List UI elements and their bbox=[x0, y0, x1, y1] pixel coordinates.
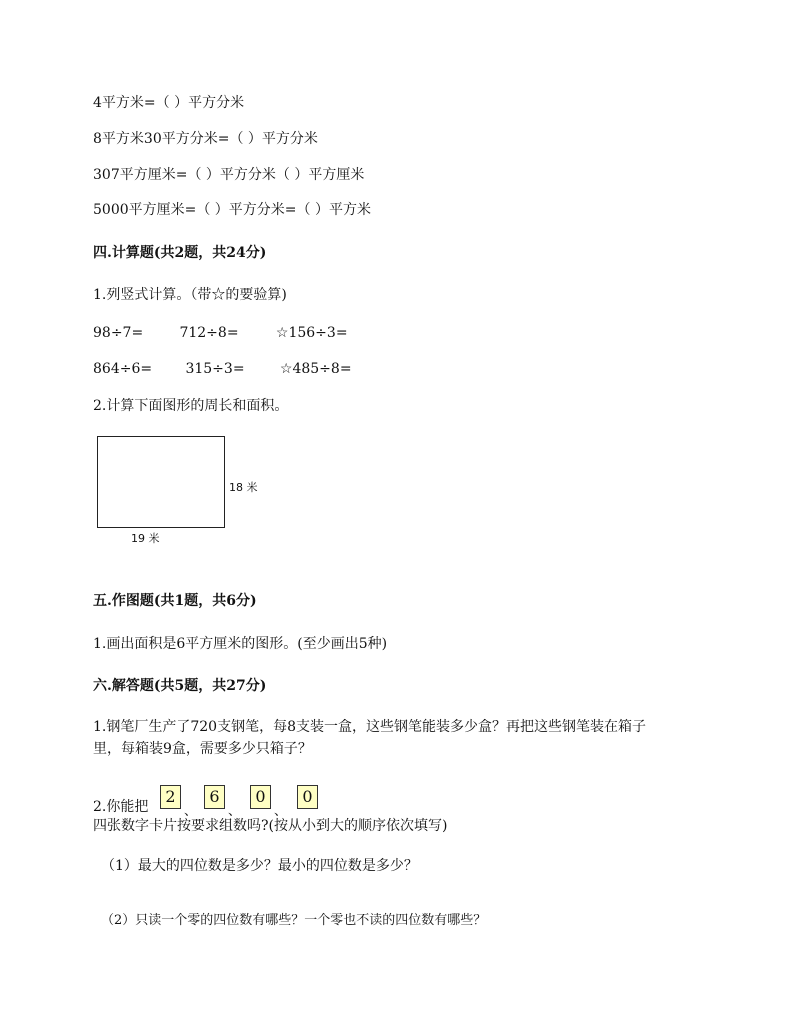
digit-card: 6 bbox=[204, 785, 225, 809]
conversion-2: 8平方米30平方分米=（ ）平方分米 bbox=[93, 131, 318, 147]
card-separator: 、 bbox=[274, 804, 288, 819]
rect-side-label: 18 米 bbox=[229, 481, 258, 494]
calc-item: 98÷7= bbox=[93, 325, 144, 341]
section5-q1: 1.画出面积是6平方厘米的图形。(至少画出5种) bbox=[93, 636, 388, 652]
section6-q2-line2: 四张数字卡片按要求组数吗?(按从小到大的顺序依次填写) bbox=[93, 818, 448, 834]
section4-q1: 1.列竖式计算。（带☆的要验算) bbox=[93, 287, 287, 303]
conversion-3: 307平方厘米=（ ）平方分米（ ）平方厘米 bbox=[93, 167, 365, 183]
section4-heading: 四.计算题(共2题，共24分) bbox=[93, 245, 267, 261]
section6-q1-line1: 1.钢笔厂生产了720支钢笔，每8支装一盒，这些钢笔能装多少盒？再把这些钢笔装在箱子 bbox=[93, 719, 646, 735]
rect-bottom-label: 19 米 bbox=[131, 532, 160, 545]
section4-q2: 2.计算下面图形的周长和面积。 bbox=[93, 398, 289, 414]
section6-heading: 六.解答题(共5题，共27分) bbox=[93, 678, 267, 694]
digit-card: 0 bbox=[297, 785, 318, 809]
rectangle-figure bbox=[97, 436, 225, 528]
section6-q2-prefix: 2.你能把 bbox=[93, 799, 149, 815]
card-separator: 、 bbox=[184, 804, 198, 819]
section6-q2-sub2: （2）只读一个零的四位数有哪些？一个零也不读的四位数有哪些？ bbox=[101, 913, 487, 928]
conversion-4: 5000平方厘米=（ ）平方分米=（ ）平方米 bbox=[93, 202, 371, 218]
calc-item: 864÷6= bbox=[93, 361, 153, 377]
conversion-1: 4平方米=（ ）平方分米 bbox=[93, 95, 245, 111]
section6-q1-line2: 里，每箱装9盒，需要多少只箱子？ bbox=[93, 741, 312, 757]
digit-card: 0 bbox=[250, 785, 271, 809]
section5-heading: 五.作图题(共1题，共6分) bbox=[93, 593, 257, 609]
calc-item: 712÷8= bbox=[179, 325, 239, 341]
calc-item: ☆156÷3= bbox=[275, 325, 348, 341]
section6-q2-sub1: （1）最大的四位数是多少？最小的四位数是多少？ bbox=[101, 858, 418, 874]
calc-row-2 bbox=[93, 360, 352, 378]
calc-item: ☆485÷8= bbox=[279, 361, 352, 377]
calc-row-1 bbox=[93, 324, 348, 342]
digit-card: 2 bbox=[160, 785, 181, 809]
card-separator: 、 bbox=[228, 804, 242, 819]
calc-item: 315÷3= bbox=[185, 361, 245, 377]
